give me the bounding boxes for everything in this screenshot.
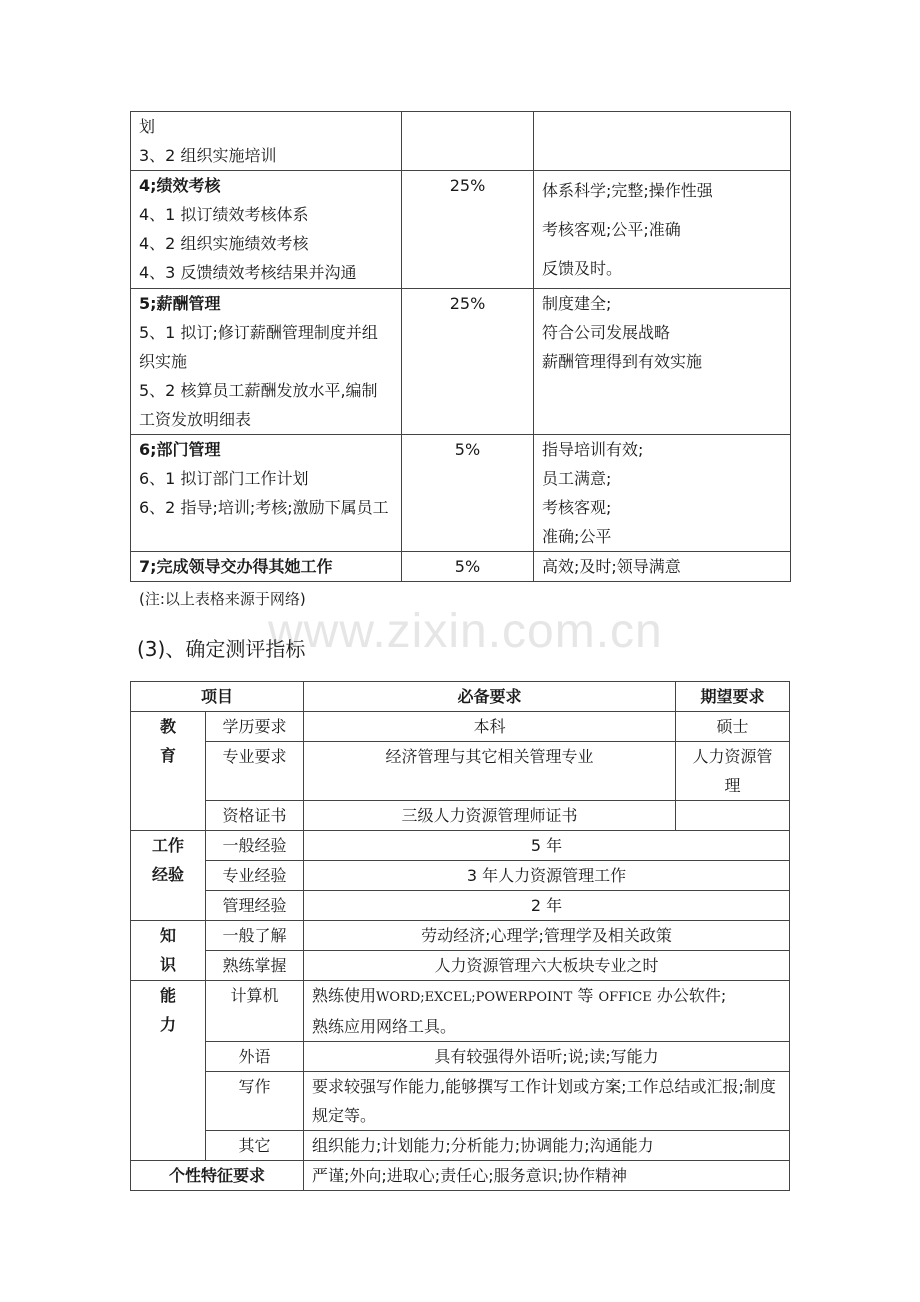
category-education: [131, 712, 206, 831]
standard-line: 指导培训有效;: [542, 440, 644, 459]
table-row: [131, 552, 791, 582]
table-row: [131, 951, 790, 981]
value-cell: 组织能力;计划能力;分析能力;协调能力;沟通能力: [304, 1131, 790, 1161]
sub-item: 资格证书: [206, 801, 304, 831]
duty-title: 6;部门管理: [139, 440, 221, 459]
computer-line-2: 熟练应用网络工具。: [312, 1017, 457, 1036]
standard-line: 考核客观;公平;准确: [542, 220, 681, 239]
required-value: 经济管理与其它相关管理专业: [304, 742, 676, 801]
standard-line: 员工满意;: [542, 469, 612, 488]
duty-line: 6、2 指导;培训;考核;激励下属员工: [139, 498, 389, 517]
value-cell: 严谨;外向;进取心;责任心;服务意识;协作精神: [304, 1161, 790, 1191]
section-heading: (3)、确定测评指标: [137, 637, 306, 661]
standard-line: 反馈及时。: [542, 259, 623, 278]
expected-value: [676, 801, 790, 831]
text-run: 熟练使用: [312, 986, 377, 1005]
sub-item: 管理经验: [206, 891, 304, 921]
standard-line: 准确;公平: [542, 527, 612, 546]
table-row: [131, 712, 790, 742]
standard-cell: [534, 171, 791, 289]
category-knowledge: [131, 921, 206, 981]
standard-line: 考核客观;: [542, 498, 612, 517]
table-row: [131, 171, 791, 289]
weight-cell: 25%: [402, 289, 534, 435]
standard-cell: [534, 289, 791, 435]
duty-line: 5、2 核算员工薪酬发放水平,编制工资发放明细表: [139, 381, 378, 429]
table-note: (注:以上表格来源于网络): [139, 590, 306, 608]
table-row: [131, 981, 790, 1042]
sub-item: 熟练掌握: [206, 951, 304, 981]
table-row: [131, 742, 790, 801]
table-row: [131, 861, 790, 891]
category-label: 知识: [160, 926, 177, 974]
duty-cell: [131, 435, 402, 552]
evaluation-table: [130, 681, 790, 1191]
table-row: [131, 112, 791, 171]
table-row: [131, 289, 791, 435]
duty-title: 4;绩效考核: [139, 176, 221, 195]
standard-cell: [534, 435, 791, 552]
category-ability: [131, 981, 206, 1161]
table-row: [131, 435, 791, 552]
sub-item: 写作: [206, 1072, 304, 1131]
duty-cell: [131, 171, 402, 289]
category-work: [131, 831, 206, 921]
header-expected: 期望要求: [676, 682, 790, 712]
text-run: 等: [577, 986, 594, 1005]
value-cell: 要求较强写作能力,能够撰写工作计划或方案;工作总结或汇报;制度规定等。: [304, 1072, 790, 1131]
text-run: 办公软件;: [656, 986, 727, 1005]
duty-table: [130, 111, 791, 582]
table-row: [131, 891, 790, 921]
category-label: 工作经验: [152, 836, 185, 884]
header-item: 项目: [131, 682, 304, 712]
sub-item: 其它: [206, 1131, 304, 1161]
weight-cell: [402, 112, 534, 171]
duty-line: 5、1 拟订;修订薪酬管理制度并组织实施: [139, 323, 378, 371]
sub-item: 学历要求: [206, 712, 304, 742]
duty-line: 划: [139, 117, 156, 136]
value-cell: 3 年人力资源管理工作: [304, 861, 790, 891]
value-cell: 5 年: [304, 831, 790, 861]
sub-item: 一般了解: [206, 921, 304, 951]
table-row: [131, 1042, 790, 1072]
sub-item: 一般经验: [206, 831, 304, 861]
duty-line: 6、1 拟订部门工作计划: [139, 469, 309, 488]
weight-cell: 5%: [402, 552, 534, 582]
standard-cell: [534, 112, 791, 171]
duty-cell: [131, 112, 402, 171]
value-cell: 劳动经济;心理学;管理学及相关政策: [304, 921, 790, 951]
expected-value: 硕士: [676, 712, 790, 742]
duty-line: 4、1 拟订绩效考核体系: [139, 205, 309, 224]
standard-line: 体系科学;完整;操作性强: [542, 181, 713, 200]
duty-line: 4、3 反馈绩效考核结果并沟通: [139, 263, 357, 282]
table-row: [131, 831, 790, 861]
sub-item: 外语: [206, 1042, 304, 1072]
table-header-row: [131, 682, 790, 712]
duty-cell: [131, 289, 402, 435]
required-value: 三级人力资源管理师证书: [304, 801, 676, 831]
value-cell: 2 年: [304, 891, 790, 921]
duty-title: 5;薪酬管理: [139, 294, 221, 313]
table-row: [131, 1161, 790, 1191]
standard-cell: 高效;及时;领导满意: [534, 552, 791, 582]
standard-line: 符合公司发展战略: [542, 323, 671, 342]
value-cell: 人力资源管理六大板块专业之时: [304, 951, 790, 981]
table-row: [131, 801, 790, 831]
header-required: 必备要求: [304, 682, 676, 712]
category-label: 能力: [160, 986, 177, 1034]
table-row: [131, 1072, 790, 1131]
duty-title: 7;完成领导交办得其她工作: [131, 552, 402, 582]
value-cell: 具有较强得外语听;说;读;写能力: [304, 1042, 790, 1072]
table-row: [131, 921, 790, 951]
standard-line: 薪酬管理得到有效实施: [542, 352, 703, 371]
required-value: 本科: [304, 712, 676, 742]
expected-value: 人力资源管理: [676, 742, 790, 801]
watermark: www.zixin.com.cn: [268, 605, 663, 658]
computer-line-1: [312, 981, 785, 1012]
sub-item: 计算机: [206, 981, 304, 1042]
category-label: 教育: [160, 717, 177, 765]
value-cell: [304, 981, 790, 1042]
software-name: OFFICE: [598, 990, 652, 1005]
standard-line: 制度建全;: [542, 294, 612, 313]
sub-item: 专业经验: [206, 861, 304, 891]
duty-line: 4、2 组织实施绩效考核: [139, 234, 309, 253]
weight-cell: 5%: [402, 435, 534, 552]
table-row: [131, 1131, 790, 1161]
sub-item: 专业要求: [206, 742, 304, 801]
software-list: WORD;EXCEL;POWERPOINT: [376, 990, 573, 1005]
personality-label: 个性特征要求: [131, 1161, 304, 1191]
weight-cell: 25%: [402, 171, 534, 289]
duty-line: 3、2 组织实施培训: [139, 146, 277, 165]
